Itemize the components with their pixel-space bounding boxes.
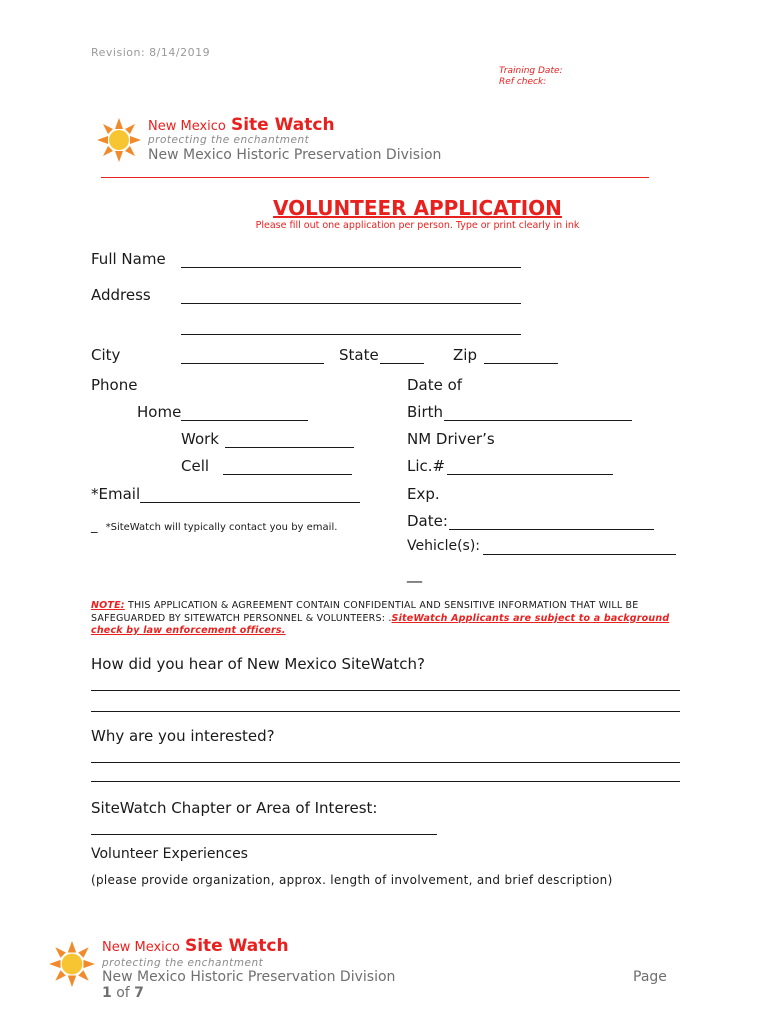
footer-logo-division: New Mexico Historic Preservation Division: [102, 969, 396, 985]
vehicles-tail: __: [407, 565, 422, 583]
zip-label: Zip: [453, 346, 477, 364]
exp-label: Exp.: [407, 485, 440, 503]
confidentiality-note: [91, 600, 681, 638]
email-label: *Email: [91, 485, 141, 503]
footer-logo-site-watch: Site Watch: [184, 936, 289, 956]
address-field-2[interactable]: [181, 334, 521, 335]
question-interested-line-1[interactable]: [91, 762, 680, 763]
logo-new-mexico: New Mexico: [148, 119, 226, 134]
zip-field[interactable]: [484, 363, 558, 364]
revision-date: Revision: 8/14/2019: [91, 46, 211, 59]
question-hear-line-2[interactable]: [91, 711, 680, 712]
home-phone-label: Home: [137, 403, 182, 421]
full-name-label: Full Name: [91, 250, 166, 268]
license-field[interactable]: [447, 474, 613, 475]
city-field[interactable]: [181, 363, 324, 364]
exp-date-field[interactable]: [449, 529, 654, 530]
question-interested-label: Why are you interested?: [91, 727, 275, 745]
page-subtitle: Please fill out one application per person. Type or print clearly in ink: [255, 220, 580, 231]
question-chapter-line[interactable]: [91, 834, 437, 835]
full-name-field[interactable]: [181, 267, 521, 268]
note-body: THIS APPLICATION & AGREEMENT CONTAIN CONFIDENTIAL AND SENSITIVE INFORMATION THAT WILL BE SAFEGUARDED BY SITEWATCH PERSONNEL & VOLUNTEERS: .: [91, 600, 639, 624]
question-hear-label: How did you hear of New Mexico SiteWatch?: [91, 655, 425, 673]
note-emphasis: SiteWatch Applicants are subject to a background check by law enforcement officers.: [91, 612, 670, 636]
logo-division: New Mexico Historic Preservation Division: [148, 147, 442, 163]
cell-phone-field[interactable]: [223, 474, 352, 475]
note-label: NOTE:: [91, 600, 125, 611]
state-label: State: [339, 346, 379, 364]
city-label: City: [91, 346, 121, 364]
email-note-prefix: _: [91, 519, 98, 534]
cell-phone-label: Cell: [181, 457, 210, 475]
email-note: [91, 515, 337, 534]
page-total: 7: [134, 985, 144, 1001]
home-phone-field[interactable]: [181, 420, 308, 421]
sun-icon: [96, 117, 142, 163]
phone-label: Phone: [91, 376, 138, 394]
page-label: Page: [633, 969, 667, 985]
header-divider: [101, 177, 649, 178]
page-title: VOLUNTEER APPLICATION: [273, 196, 562, 220]
state-field[interactable]: [380, 363, 424, 364]
footer-logo-tagline: protecting the enchantment: [102, 957, 264, 969]
page-current: 1: [102, 985, 112, 1001]
birth-label: Birth: [407, 403, 444, 421]
work-phone-label: Work: [181, 430, 219, 448]
question-hear-line-1[interactable]: [91, 690, 680, 691]
work-phone-field[interactable]: [225, 447, 354, 448]
page-of: of: [116, 985, 130, 1001]
email-note-text: *SiteWatch will typically contact you by email.: [105, 522, 338, 533]
date-of-label: Date of: [407, 376, 463, 394]
footer-logo-title: [102, 936, 289, 956]
vehicles-label: Vehicle(s):: [407, 538, 481, 554]
license-label: Lic.#: [407, 457, 446, 475]
question-chapter-label: SiteWatch Chapter or Area of Interest:: [91, 799, 378, 817]
email-field[interactable]: [140, 502, 360, 503]
page-number: [102, 985, 144, 1001]
footer-logo-new-mexico: New Mexico: [102, 940, 180, 955]
logo-title: [148, 115, 335, 135]
logo-site-watch: Site Watch: [230, 115, 335, 135]
volunteer-experiences-label: Volunteer Experiences: [91, 846, 248, 862]
question-interested-line-2[interactable]: [91, 781, 680, 782]
exp-date-label: Date:: [407, 512, 448, 530]
footer-sun-icon: [48, 940, 96, 988]
training-date-label: Training Date:: [499, 66, 563, 76]
volunteer-experiences-hint: (please provide organization, approx. length of involvement, and brief description): [91, 873, 613, 887]
vehicles-field[interactable]: [483, 554, 676, 555]
nm-drivers-label: NM Driver’s: [407, 430, 495, 448]
address-field-1[interactable]: [181, 303, 521, 304]
ref-check-label: Ref check:: [499, 77, 547, 87]
birth-date-field[interactable]: [444, 420, 632, 421]
logo-tagline: protecting the enchantment: [148, 134, 310, 146]
address-label: Address: [91, 286, 151, 304]
